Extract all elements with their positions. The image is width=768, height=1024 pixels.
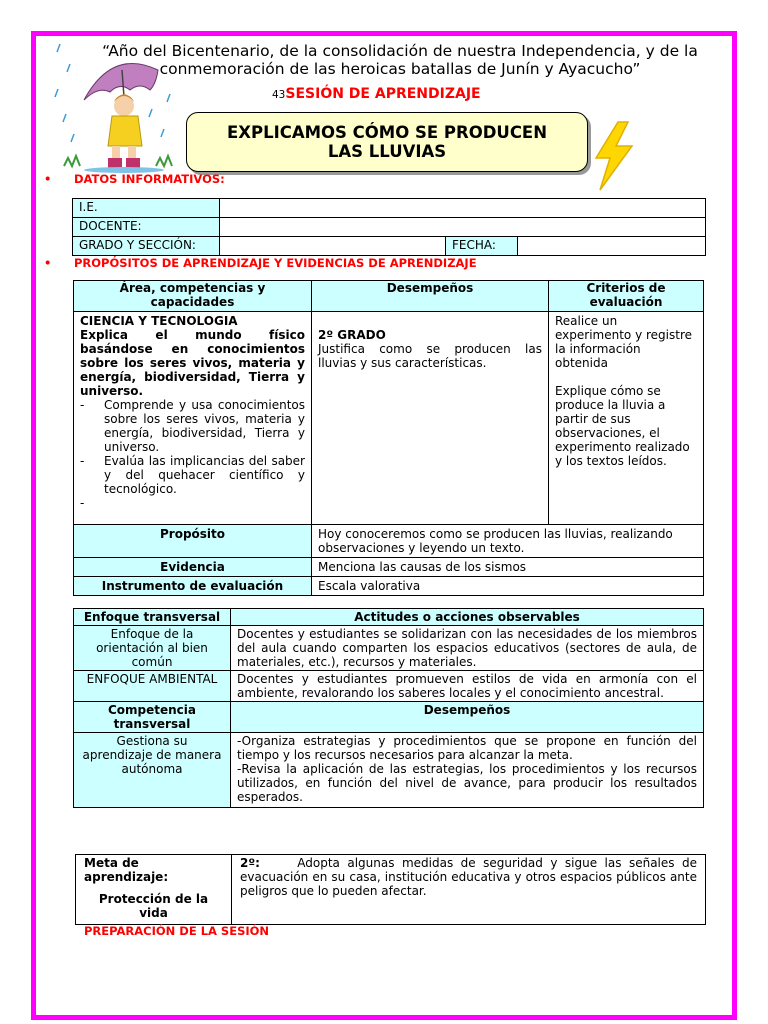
proposito-label: Propósito xyxy=(74,525,312,558)
enfoque-name: ENFOQUE AMBIENTAL xyxy=(74,671,231,702)
session-main-title: EXPLICAMOS CÓMO SE PRODUCEN LAS LLUVIAS xyxy=(226,123,548,161)
datos-table xyxy=(72,198,706,256)
capacidad-item: - Evalúa las implicancias del saber y del quehacer científico y tecnológico. xyxy=(80,454,305,496)
enfoque-text: Docentes y estudiantes se solidarizan con las necesidades de los miembros del aula cuando comparten los espacios educativos (sectores de aula, de materiales, etc.), recursos y materiales. xyxy=(231,626,704,671)
area-title: CIENCIA Y TECNOLOGIA xyxy=(80,314,238,328)
ie-label: I.E. xyxy=(73,199,220,218)
enfoque-name: Enfoque de la orientación al bien común xyxy=(74,626,231,671)
col-desempenos-transversal: Desempeños xyxy=(231,702,704,733)
desempeno-text: Justifica como se producen las lluvias y sus características. xyxy=(318,342,542,370)
grado-value xyxy=(220,237,446,256)
meta-area: Protección de la vida xyxy=(98,892,209,920)
competencia-desempenos xyxy=(231,733,704,808)
docente-label: DOCENTE: xyxy=(73,218,220,237)
docente-value xyxy=(220,218,706,237)
competencia-text-1: -Organiza estrategias y procedimientos que se propone en función del tiempo y los recursos necesarios para alcanzar la meta. xyxy=(237,734,697,762)
meta-text-cell xyxy=(232,855,706,925)
lightning-icon xyxy=(588,120,638,192)
col-actitudes: Actitudes o acciones observables xyxy=(231,609,704,626)
competencia-text: Explica el mundo físico basándose en conocimientos sobre los seres vivos, materia y energía, biodiversidad, Tierra y universo. xyxy=(80,328,305,398)
session-title xyxy=(272,86,481,102)
propositos-table xyxy=(73,280,704,596)
grado-text: 2º GRADO xyxy=(318,328,386,342)
fecha-label: FECHA: xyxy=(446,237,518,256)
criterio-2: Explique cómo se produce la lluvia a partir de sus observaciones, el experimento realizado y los textos leídos. xyxy=(555,384,690,468)
datos-heading: • DATOS INFORMATIVOS: xyxy=(44,172,225,186)
enfoque-table xyxy=(73,608,704,808)
capacidades-list xyxy=(80,398,305,496)
criterios-cell xyxy=(549,312,704,525)
area-cell xyxy=(74,312,312,525)
grado-label: GRADO Y SECCIÓN: xyxy=(73,237,220,256)
meta-table xyxy=(75,854,706,925)
session-number: 43 xyxy=(272,89,286,101)
meta-grado: 2º: xyxy=(240,856,260,870)
meta-text: Adopta algunas medidas de seguridad y sigue las señales de evacuación en su casa, institución educativa y otros espacios públicos ante peligros que lo pueden afectar. xyxy=(240,856,697,898)
meta-label-cell xyxy=(76,855,232,925)
preparacion-heading: PREPARACIÓN DE LA SESIÓN xyxy=(84,924,270,938)
col-area: Área, competencias y capacidades xyxy=(74,281,312,312)
capacidad-item: - Comprende y usa conocimientos sobre los seres vivos, materia y energía, biodiversidad, Tierra y universo. xyxy=(80,398,305,454)
session-title-box xyxy=(186,112,588,172)
evidencia-label: Evidencia xyxy=(74,558,312,577)
instrumento-value: Escala valorativa xyxy=(312,577,704,596)
competencia-name: Gestiona su aprendizaje de manera autónoma xyxy=(74,733,231,808)
proposito-value: Hoy conoceremos como se producen las lluvias, realizando observaciones y leyendo un texto. xyxy=(312,525,704,558)
col-enfoque: Enfoque transversal xyxy=(74,609,231,626)
criterio-1: Realice un experimento y registre la información obtenida xyxy=(555,314,693,370)
enfoque-text: Docentes y estudiantes promueven estilos de vida en armonía con el ambiente, revalorando los saberes locales y el conocimiento ancestral. xyxy=(231,671,704,702)
evidencia-value: Menciona las causas de los sismos xyxy=(312,558,704,577)
session-label: SESIÓN DE APRENDIZAJE xyxy=(285,86,481,102)
desempeno-cell xyxy=(312,312,549,525)
ie-value xyxy=(220,199,706,218)
instrumento-label: Instrumento de evaluación xyxy=(74,577,312,596)
competencia-text-2: -Revisa la aplicación de las estrategias, los procedimientos y los recursos utilizados, en función del nivel de avance, para producir los resultados esperados. xyxy=(237,762,697,804)
fecha-value xyxy=(518,237,706,256)
col-criterios: Criterios de evaluación xyxy=(549,281,704,312)
meta-label: Meta de aprendizaje: xyxy=(84,856,169,884)
header-quote: “Año del Bicentenario, de la consolidación de nuestra Independencia, y de la conmemoración de las heroicas batallas de Junín y Ayacucho” xyxy=(102,42,698,78)
col-competencia: Competencia transversal xyxy=(74,702,231,733)
col-desempenos: Desempeños xyxy=(312,281,549,312)
propositos-heading: • PROPÓSITOS DE APRENDIZAJE Y EVIDENCIAS DE APRENDIZAJE xyxy=(44,256,477,270)
